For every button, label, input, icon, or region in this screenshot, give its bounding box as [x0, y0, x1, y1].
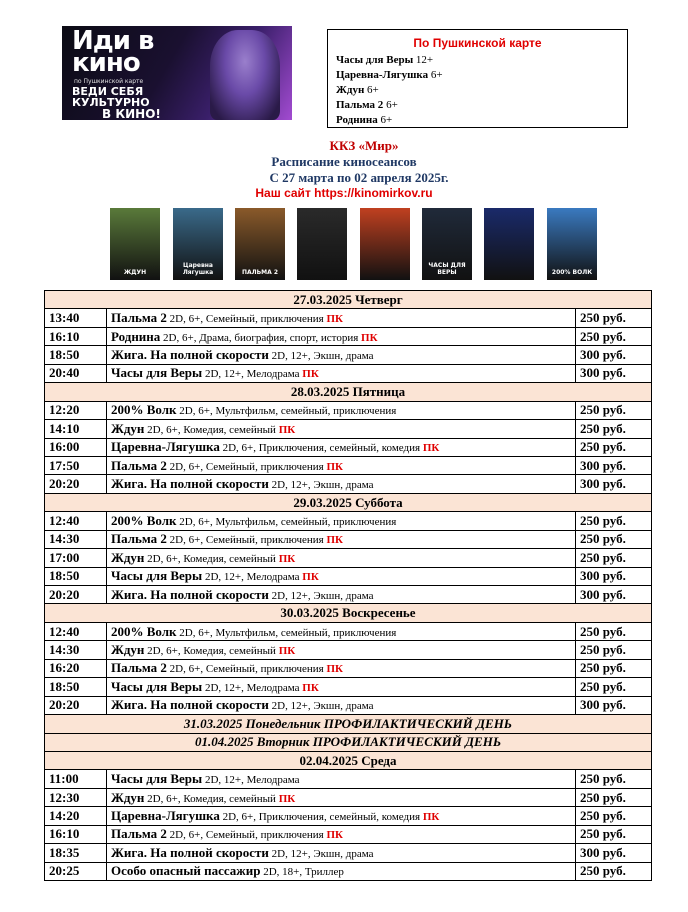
- ticket-price: 300 руб.: [576, 696, 652, 714]
- ticket-price: 300 руб.: [576, 844, 652, 862]
- ticket-price: 300 руб.: [576, 346, 652, 364]
- ticket-price: 250 руб.: [576, 512, 652, 530]
- showtime: 14:20: [45, 807, 107, 825]
- day-label: 29.03.2025 Суббота: [45, 493, 652, 511]
- pushkin-item-age: 6+: [383, 99, 398, 111]
- movie-info: 2D, 12+, Экшн, драма: [268, 589, 374, 602]
- pushkin-item-age: 6+: [428, 69, 443, 81]
- movie-info: 2D, 6+, Приключения, семейный, комедия: [219, 810, 423, 823]
- showtime-row: [45, 364, 652, 382]
- movie-cell: [107, 622, 576, 640]
- movie-title: Пальма 2: [111, 531, 167, 547]
- day-label: 01.04.2025 Вторник ПРОФИЛАКТИЧЕСКИЙ ДЕНЬ: [45, 733, 652, 751]
- movie-title: Часы для Веры: [111, 365, 203, 381]
- pushkin-card-badge: ПК: [302, 368, 319, 381]
- movie-info: 2D, 18+, Триллер: [260, 866, 344, 879]
- pushkin-list-item: [336, 83, 619, 98]
- movie-cell: [107, 346, 576, 364]
- showtime: 12:20: [45, 401, 107, 419]
- showtime: 18:50: [45, 567, 107, 585]
- movie-title: Ждун: [111, 642, 145, 658]
- pushkin-list-item: [336, 113, 619, 128]
- showtime-row: [45, 770, 652, 788]
- movie-info: 2D, 6+, Семейный, приключения: [166, 460, 327, 473]
- pushkin-list-title: По Пушкинской карте: [413, 36, 542, 50]
- movie-title: Царевна-Лягушка: [111, 439, 220, 455]
- movie-title: Жига. На полной скорости: [111, 476, 269, 492]
- pushkin-card-banner: [62, 26, 292, 120]
- ticket-price: 300 руб.: [576, 364, 652, 382]
- pushkin-card-badge: ПК: [278, 792, 296, 805]
- showtime: 14:30: [45, 641, 107, 659]
- showtime: 18:50: [45, 678, 107, 696]
- showtime: 16:20: [45, 659, 107, 677]
- day-header-row: [45, 493, 652, 511]
- movie-title: Пальма 2: [111, 457, 167, 473]
- pushkin-list-items: [336, 53, 619, 128]
- ticket-price: 300 руб.: [576, 586, 652, 604]
- movie-poster: 200% ВОЛК: [547, 208, 597, 280]
- pushkin-card-list: [327, 29, 628, 128]
- showtime: 18:50: [45, 346, 107, 364]
- movie-cell: [107, 659, 576, 677]
- ticket-price: 250 руб.: [576, 788, 652, 806]
- pushkin-item-name: Царевна-Лягушка: [336, 69, 429, 81]
- pushkin-item-age: 12+: [413, 54, 434, 66]
- movie-title: 200% Волк: [111, 512, 177, 528]
- movie-cell: [107, 364, 576, 382]
- ticket-price: 300 руб.: [576, 567, 652, 585]
- showtime-row: [45, 586, 652, 604]
- movie-cell: [107, 844, 576, 862]
- showtime-row: [45, 401, 652, 419]
- pushkin-card-badge: ПК: [302, 571, 319, 584]
- pushkin-item-age: 6+: [364, 84, 379, 96]
- showtime-row: [45, 825, 652, 843]
- showtime-row: [45, 549, 652, 567]
- showtime: 16:10: [45, 327, 107, 345]
- movie-cell: [107, 567, 576, 585]
- movie-title: Жига. На полной скорости: [111, 347, 269, 363]
- schedule-table: [44, 290, 652, 881]
- movie-info: 2D, 6+, Семейный, приключения: [166, 829, 327, 842]
- movie-cell: [107, 696, 576, 714]
- holiday-row: [45, 715, 652, 733]
- movie-cell: [107, 770, 576, 788]
- pushkin-item-name: Ждун: [336, 84, 365, 96]
- ticket-price: 250 руб.: [576, 825, 652, 843]
- showtime-row: [45, 438, 652, 456]
- movie-info: 2D, 12+, Экшн, драма: [268, 350, 374, 363]
- movie-title: Жига. На полной скорости: [111, 697, 269, 713]
- banner-slogan-end: В КИНО!: [102, 107, 161, 120]
- pushkin-card-badge: ПК: [422, 810, 440, 823]
- movie-info: 2D, 12+, Мелодрама: [202, 681, 303, 694]
- movie-title: Пальма 2: [111, 660, 167, 676]
- movie-info: 2D, 6+, Мультфильм, семейный, приключения: [176, 405, 397, 418]
- showtime-row: [45, 420, 652, 438]
- day-header-row: [45, 383, 652, 401]
- pushkin-list-item: [336, 68, 619, 83]
- movie-poster: [484, 208, 534, 280]
- showtime-row: [45, 862, 652, 880]
- showtime: 12:40: [45, 512, 107, 530]
- showtime: 12:30: [45, 788, 107, 806]
- ticket-price: 250 руб.: [576, 401, 652, 419]
- showtime: 12:40: [45, 622, 107, 640]
- ticket-price: 250 руб.: [576, 862, 652, 880]
- pushkin-item-name: Пальма 2: [336, 99, 384, 111]
- pushkin-card-badge: ПК: [278, 423, 296, 436]
- day-label: 28.03.2025 Пятница: [45, 383, 652, 401]
- movie-cell: [107, 401, 576, 419]
- day-label: 30.03.2025 Воскресенье: [45, 604, 652, 622]
- movie-poster: [360, 208, 410, 280]
- movie-title: 200% Волк: [111, 623, 177, 639]
- movie-info: 2D, 6+, Семейный, приключения: [166, 313, 327, 326]
- pushkin-list-item: [336, 53, 619, 68]
- ticket-price: 250 руб.: [576, 549, 652, 567]
- movie-info: 2D, 6+, Комедия, семейный: [144, 552, 279, 565]
- movie-cell: [107, 530, 576, 548]
- cinema-title: ККЗ «Мир»: [329, 138, 399, 153]
- pushkin-card-badge: ПК: [278, 645, 296, 658]
- movie-cell: [107, 512, 576, 530]
- ticket-price: 250 руб.: [576, 770, 652, 788]
- movie-title: Ждун: [111, 789, 145, 805]
- movie-cell: [107, 309, 576, 327]
- movie-cell: [107, 549, 576, 567]
- page-header: [0, 138, 688, 200]
- showtime: 17:50: [45, 456, 107, 474]
- pushkin-item-name: Часы для Веры: [336, 54, 414, 66]
- movie-title: Часы для Веры: [111, 771, 203, 787]
- movie-cell: [107, 438, 576, 456]
- movie-cell: [107, 420, 576, 438]
- showtime-row: [45, 788, 652, 806]
- showtime: 17:00: [45, 549, 107, 567]
- movie-title: Часы для Веры: [111, 568, 203, 584]
- ticket-price: 250 руб.: [576, 327, 652, 345]
- movie-title: Жига. На полной скорости: [111, 586, 269, 602]
- ticket-price: 250 руб.: [576, 641, 652, 659]
- pushkin-card-badge: ПК: [361, 331, 378, 344]
- movie-title: Пальма 2: [111, 826, 167, 842]
- showtime-row: [45, 807, 652, 825]
- movie-cell: [107, 586, 576, 604]
- movie-cell: [107, 862, 576, 880]
- ticket-price: 250 руб.: [576, 309, 652, 327]
- showtime: 20:20: [45, 586, 107, 604]
- movie-poster: ПАЛЬМА 2: [235, 208, 285, 280]
- movie-title: Ждун: [111, 420, 145, 436]
- movie-poster: Царевна Лягушка: [173, 208, 223, 280]
- movie-info: 2D, 12+, Мелодрама: [202, 368, 303, 381]
- movie-info: 2D, 6+, Семейный, приключения: [166, 663, 327, 676]
- pushkin-card-badge: ПК: [326, 534, 344, 547]
- ticket-price: 300 руб.: [576, 456, 652, 474]
- showtime-row: [45, 475, 652, 493]
- movie-info: 2D, 6+, Мультфильм, семейный, приключения: [176, 626, 397, 639]
- banner-slogan: ВЕДИ СЕБЯ КУЛЬТУРНО: [72, 85, 150, 109]
- movie-info: 2D, 6+, Комедия, семейный: [144, 645, 279, 658]
- showtime: 13:40: [45, 309, 107, 327]
- movie-title: Роднина: [111, 328, 161, 344]
- movie-info: 2D, 12+, Экшн, драма: [268, 700, 374, 713]
- showtime-row: [45, 844, 652, 862]
- ticket-price: 250 руб.: [576, 678, 652, 696]
- showtime-row: [45, 696, 652, 714]
- pushkin-item-name: Роднина: [336, 114, 378, 126]
- movie-cell: [107, 807, 576, 825]
- showtime-row: [45, 641, 652, 659]
- movie-cell: [107, 788, 576, 806]
- day-header-row: [45, 604, 652, 622]
- showtime: 11:00: [45, 770, 107, 788]
- movie-title: Часы для Веры: [111, 678, 203, 694]
- day-label: 27.03.2025 Четверг: [45, 291, 652, 309]
- ticket-price: 250 руб.: [576, 438, 652, 456]
- showtime: 14:10: [45, 420, 107, 438]
- pushkin-card-badge: ПК: [302, 681, 319, 694]
- schedule-dates: С 27 марта по 02 апреля 2025г.: [269, 170, 449, 185]
- movie-title: Особо опасный пассажир: [111, 863, 261, 879]
- schedule-subtitle: Расписание киносеансов: [271, 154, 417, 169]
- showtime-row: [45, 327, 652, 345]
- movie-info: 2D, 6+, Приключения, семейный, комедия: [219, 442, 423, 455]
- showtime-row: [45, 512, 652, 530]
- ticket-price: 250 руб.: [576, 622, 652, 640]
- showtime-row: [45, 456, 652, 474]
- pushkin-card-badge: ПК: [326, 663, 344, 676]
- ticket-price: 250 руб.: [576, 530, 652, 548]
- movie-cell: [107, 327, 576, 345]
- showtime-row: [45, 678, 652, 696]
- pushkin-item-age: 6+: [377, 114, 393, 126]
- day-label: 31.03.2025 Понедельник ПРОФИЛАКТИЧЕСКИЙ ДЕНЬ: [45, 715, 652, 733]
- showtime: 16:00: [45, 438, 107, 456]
- movie-info: 2D, 6+, Комедия, семейный: [144, 423, 279, 436]
- showtime-row: [45, 530, 652, 548]
- movie-title: Жига. На полной скорости: [111, 844, 269, 860]
- movie-info: 2D, 6+, Мультфильм, семейный, приключения: [176, 515, 397, 528]
- showtime-row: [45, 309, 652, 327]
- banner-caption: по Пушкинской карте: [74, 78, 144, 85]
- movie-info: 2D, 12+, Мелодрама: [202, 571, 303, 584]
- movie-cell: [107, 456, 576, 474]
- showtime-row: [45, 659, 652, 677]
- banner-headline: Иди в кино: [72, 26, 154, 78]
- ticket-price: 250 руб.: [576, 807, 652, 825]
- day-label: 02.04.2025 Среда: [45, 751, 652, 769]
- movie-title: 200% Волк: [111, 402, 177, 418]
- movie-info: 2D, 12+, Экшн, драма: [268, 479, 374, 492]
- holiday-row: [45, 733, 652, 751]
- movie-title: Царевна-Лягушка: [111, 807, 220, 823]
- showtime: 16:10: [45, 825, 107, 843]
- movie-info: 2D, 12+, Мелодрама: [202, 774, 300, 787]
- showtime: 14:30: [45, 530, 107, 548]
- day-header-row: [45, 751, 652, 769]
- movie-cell: [107, 475, 576, 493]
- showtime-row: [45, 622, 652, 640]
- movie-info: 2D, 6+, Комедия, семейный: [144, 792, 279, 805]
- movie-cell: [107, 641, 576, 659]
- showtime: 18:35: [45, 844, 107, 862]
- pushkin-card-badge: ПК: [326, 829, 344, 842]
- movie-title: Ждун: [111, 549, 145, 565]
- showtime: 20:40: [45, 364, 107, 382]
- showtime: 20:20: [45, 475, 107, 493]
- showtime: 20:20: [45, 696, 107, 714]
- movie-info: 2D, 6+, Драма, биография, спорт, история: [160, 331, 362, 344]
- pushkin-card-badge: ПК: [326, 460, 344, 473]
- pushkin-card-badge: ПК: [326, 313, 344, 326]
- showtime: 20:25: [45, 862, 107, 880]
- movie-info: 2D, 6+, Семейный, приключения: [166, 534, 327, 547]
- ticket-price: 250 руб.: [576, 659, 652, 677]
- pushkin-bust-image: [210, 30, 280, 120]
- movie-cell: [107, 678, 576, 696]
- movie-info: 2D, 12+, Экшн, драма: [268, 847, 374, 860]
- ticket-price: 250 руб.: [576, 420, 652, 438]
- pushkin-list-item: [336, 98, 619, 113]
- movie-title: Пальма 2: [111, 310, 167, 326]
- movie-poster: ЖДУН: [110, 208, 160, 280]
- movie-poster: [297, 208, 347, 280]
- day-header-row: [45, 291, 652, 309]
- website-link[interactable]: Наш сайт https://kinomirkov.ru: [255, 186, 433, 200]
- movie-poster: ЧАСЫ ДЛЯ ВЕРЫ: [422, 208, 472, 280]
- pushkin-card-badge: ПК: [422, 442, 440, 455]
- ticket-price: 300 руб.: [576, 475, 652, 493]
- showtime-row: [45, 567, 652, 585]
- showtime-row: [45, 346, 652, 364]
- movie-cell: [107, 825, 576, 843]
- pushkin-card-badge: ПК: [278, 552, 296, 565]
